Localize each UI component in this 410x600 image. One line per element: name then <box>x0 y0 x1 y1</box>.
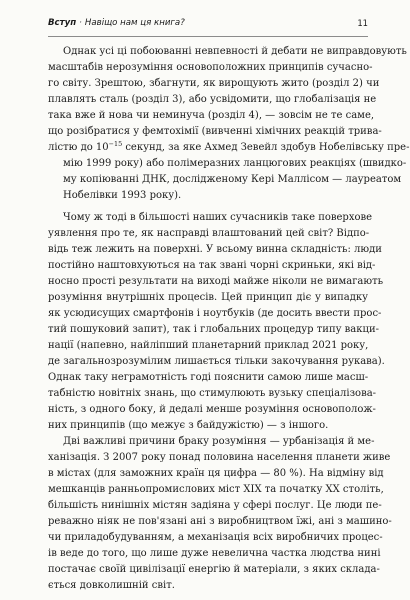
line-text: ів веде до того, що лише дуже невелична частка людства нині <box>48 548 381 559</box>
text-line <box>48 92 377 108</box>
line-text: така вже й нова чи неминуча (розділ 4), — зовсім не те саме, <box>48 110 375 121</box>
text-line <box>48 498 382 514</box>
line-text: реважно ніяк не пов'язані ані з виробництвом їжі, ані з машино- <box>48 516 392 527</box>
text-line <box>48 370 368 386</box>
part-title: Вступ <box>48 18 77 28</box>
line-text: масштабів нерозуміння основоположних принципів сучасно- <box>48 62 373 73</box>
line-text: Однак усі ці побоюванні невпевності й дебати не виправдовують <box>63 46 407 57</box>
line-text: носно прості результати на виході майже ніколи не вимагають <box>48 276 384 287</box>
text-line <box>48 210 373 226</box>
line-text: го світу. Зрештою, збагнути, як вирощують жито (розділ 2) чи <box>48 78 380 89</box>
text-line <box>48 258 376 274</box>
line-text: нації (напевно, найліпший планетарний приклад 2021 року, <box>48 340 369 351</box>
text-line <box>48 108 375 124</box>
line-text: мію 1999 року) або полімеразних ланцюгових реакціях (швидко- <box>63 158 407 169</box>
text-line <box>48 322 379 338</box>
line-text: тий пошуковий запит), так і глобальних процедур типу вакци- <box>48 324 379 335</box>
text-line <box>48 338 368 354</box>
text-line <box>48 76 380 92</box>
text-line <box>48 290 368 306</box>
text-line <box>48 172 402 188</box>
line-text: ханізація. З 2007 року понад половина населення планети живе <box>48 452 391 463</box>
line-text: ність, з одного боку, й дедалі менше розуміння основополож- <box>48 404 376 415</box>
line-text: лістю до 10 <box>48 142 109 153</box>
text-line <box>48 44 407 60</box>
line-text: де загальнозрозумілим лишається тільки закочування рукава). <box>48 356 385 367</box>
line-text: більшість нинішніх містян задіяна у сфері послуг. Це люди пе- <box>48 500 382 511</box>
text-line <box>48 60 373 76</box>
text-line <box>48 274 384 290</box>
text-line <box>48 156 407 172</box>
line-text: мешканців ранньопромислових міст XIX та початку XX століть, <box>48 484 384 495</box>
superscript: −15 <box>108 140 123 148</box>
page-number: 11 <box>357 18 368 28</box>
text-line <box>48 530 383 546</box>
running-header <box>48 16 368 37</box>
line-text: плавлять сталь (розділ 3), або усвідомити, що глобалізація не <box>48 94 377 105</box>
text-line <box>48 546 381 562</box>
line-text: відь теж лежить на поверхні. У всьому винна складність: люди <box>48 244 382 255</box>
title-separator: · <box>79 18 82 28</box>
text-line <box>48 450 391 466</box>
running-title <box>48 18 185 28</box>
line-text: ється довколишній світ. <box>48 580 175 591</box>
line-text-continued: секунд, за яке Ахмед Зевейл здобув Нобелівську пре- <box>122 142 410 153</box>
chapter-title: Навіщо нам ця книга? <box>84 18 185 28</box>
body-text <box>48 44 410 594</box>
text-line <box>48 386 377 402</box>
text-line <box>48 466 384 482</box>
line-text: чи приладобудуванням, а механізація всіх виробничих процес- <box>48 532 383 543</box>
line-text: розуміння внутрішніх процесів. Цей принцип діє у випадку <box>48 292 368 303</box>
line-text: постійно наштовхуються на так звані чорні скриньки, які від- <box>48 260 376 271</box>
line-text: табністю новітніх знань, що стимулюють вузьку спеціалізова- <box>48 388 377 399</box>
line-text: постачає своїй цивілізації енергію й матеріали, з яких склада- <box>48 564 380 575</box>
text-line <box>48 418 368 434</box>
text-line <box>48 514 392 530</box>
text-line <box>48 354 385 370</box>
text-line <box>48 402 376 418</box>
line-text: Чому ж тоді в більшості наших сучасників таке поверхове <box>63 212 373 223</box>
line-text: як усюдисущих смартфонів і ноутбуків (де досить ввести прос- <box>48 308 382 319</box>
text-line <box>48 242 382 258</box>
line-text: Нобелівки 1993 року). <box>63 190 182 201</box>
line-text: Однак таку неграмотність годі пояснити самою лише масш- <box>48 372 369 383</box>
text-line <box>48 188 368 204</box>
line-text: му копіюванні ДНК, дослідженому Кері Маллісом — лауреатом <box>63 174 402 185</box>
line-text: в містах (для заможних країн ця цифра — 80 %). На відміну від <box>48 468 384 479</box>
text-line <box>48 140 410 156</box>
text-line <box>48 482 384 498</box>
text-line <box>48 562 380 578</box>
line-text: них принципів (що межує з байдужістю) — з іншого. <box>48 420 329 431</box>
text-line <box>48 578 368 594</box>
text-line <box>48 434 375 450</box>
line-text: що розібратися у фемтохімії (вивченні хімічних реакцій трива- <box>48 126 382 137</box>
text-line <box>48 226 368 242</box>
line-text: Дві важливі причини браку розуміння — урбанізація й ме- <box>63 436 375 447</box>
text-line <box>48 306 382 322</box>
line-text: уявлення про те, як насправді влаштований цей світ? Відпо- <box>48 228 370 239</box>
text-line <box>48 124 382 140</box>
